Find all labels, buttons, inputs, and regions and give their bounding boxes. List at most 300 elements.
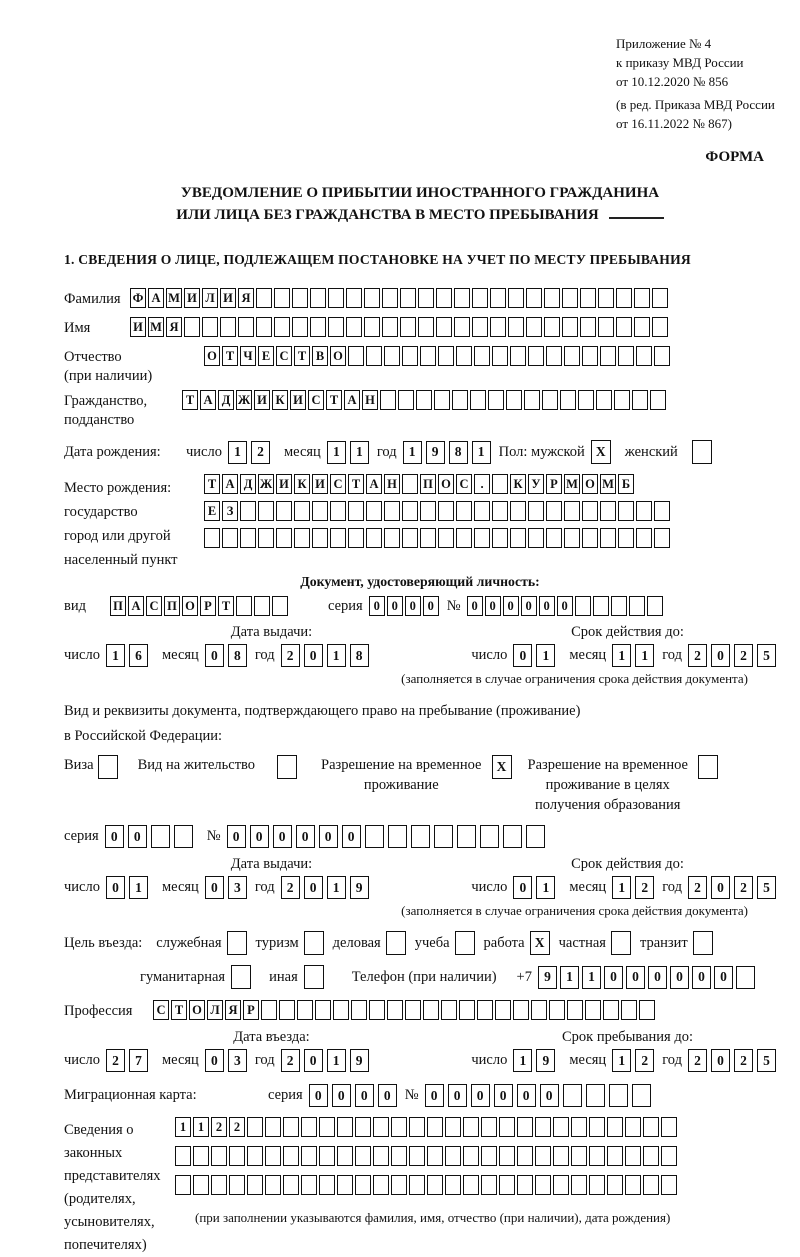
char-cell[interactable]: 2 [734, 1049, 753, 1072]
char-cell[interactable] [567, 1000, 583, 1020]
char-cell[interactable] [499, 1146, 515, 1166]
char-cell[interactable]: 1 [612, 876, 631, 899]
char-cell[interactable]: 0 [205, 876, 224, 899]
char-cell[interactable]: 9 [536, 1049, 555, 1072]
char-cell[interactable]: 9 [350, 876, 369, 899]
char-cell[interactable] [564, 528, 580, 548]
char-cell[interactable] [472, 288, 488, 308]
char-cell[interactable] [366, 528, 382, 548]
char-cell[interactable] [546, 528, 562, 548]
char-cell[interactable]: Л [202, 288, 218, 308]
char-cell[interactable] [582, 501, 598, 521]
char-cell[interactable]: 0 [711, 1049, 730, 1072]
char-cell[interactable]: 2 [281, 876, 300, 899]
char-cell[interactable] [481, 1117, 497, 1137]
char-cell[interactable]: С [456, 474, 472, 494]
char-cell[interactable] [474, 528, 490, 548]
purpose-transit-checkbox[interactable] [693, 931, 713, 955]
char-cell[interactable]: 0 [405, 596, 421, 616]
char-cell[interactable]: З [222, 501, 238, 521]
char-cell[interactable] [204, 528, 220, 548]
char-cell[interactable]: К [510, 474, 526, 494]
char-cell[interactable] [564, 501, 580, 521]
char-cell[interactable] [474, 346, 490, 366]
char-cell[interactable] [607, 1146, 623, 1166]
char-cell[interactable] [387, 1000, 403, 1020]
char-cell[interactable] [650, 390, 666, 410]
char-cell[interactable] [553, 1175, 569, 1195]
char-cell[interactable] [517, 1175, 533, 1195]
char-cell[interactable] [549, 1000, 565, 1020]
char-cell[interactable] [236, 596, 252, 616]
char-cell[interactable] [211, 1146, 227, 1166]
char-cell[interactable] [575, 596, 591, 616]
char-cell[interactable] [193, 1146, 209, 1166]
char-cell[interactable] [411, 825, 430, 848]
char-cell[interactable] [258, 501, 274, 521]
char-cell[interactable]: П [110, 596, 126, 616]
char-cell[interactable] [348, 501, 364, 521]
char-cell[interactable]: А [200, 390, 216, 410]
char-cell[interactable]: 0 [319, 825, 338, 848]
char-cell[interactable]: 5 [757, 644, 776, 667]
char-cell[interactable] [526, 825, 545, 848]
char-cell[interactable] [193, 1175, 209, 1195]
char-cell[interactable]: Ф [130, 288, 146, 308]
char-cell[interactable] [283, 1175, 299, 1195]
char-cell[interactable] [184, 317, 200, 337]
char-cell[interactable]: . [474, 474, 490, 494]
char-cell[interactable] [477, 1000, 493, 1020]
char-cell[interactable] [445, 1175, 461, 1195]
char-cell[interactable] [621, 1000, 637, 1020]
residence-permit-checkbox[interactable] [277, 755, 297, 779]
char-cell[interactable]: Я [166, 317, 182, 337]
char-cell[interactable] [563, 1084, 582, 1107]
char-cell[interactable] [654, 528, 670, 548]
char-cell[interactable]: Д [218, 390, 234, 410]
char-cell[interactable]: 2 [734, 644, 753, 667]
char-cell[interactable] [564, 346, 580, 366]
char-cell[interactable] [247, 1146, 263, 1166]
char-cell[interactable]: 0 [521, 596, 537, 616]
char-cell[interactable] [373, 1175, 389, 1195]
char-cell[interactable]: 1 [582, 966, 601, 989]
char-cell[interactable] [365, 825, 384, 848]
char-cell[interactable]: 0 [128, 825, 147, 848]
char-cell[interactable] [636, 346, 652, 366]
char-cell[interactable]: Я [225, 1000, 241, 1020]
char-cell[interactable]: Р [546, 474, 562, 494]
char-cell[interactable] [607, 1117, 623, 1137]
char-cell[interactable] [614, 390, 630, 410]
char-cell[interactable]: 2 [106, 1049, 125, 1072]
char-cell[interactable] [472, 317, 488, 337]
temp-residence-edu-checkbox[interactable] [698, 755, 718, 779]
char-cell[interactable] [337, 1146, 353, 1166]
char-cell[interactable]: 8 [228, 644, 247, 667]
char-cell[interactable] [256, 288, 272, 308]
char-cell[interactable] [423, 1000, 439, 1020]
char-cell[interactable]: 0 [205, 1049, 224, 1072]
char-cell[interactable]: 1 [536, 644, 555, 667]
char-cell[interactable]: 0 [648, 966, 667, 989]
char-cell[interactable] [454, 288, 470, 308]
char-cell[interactable]: Н [362, 390, 378, 410]
char-cell[interactable] [607, 1175, 623, 1195]
char-cell[interactable] [526, 288, 542, 308]
char-cell[interactable] [647, 596, 663, 616]
char-cell[interactable]: 0 [471, 1084, 490, 1107]
char-cell[interactable] [463, 1117, 479, 1137]
char-cell[interactable] [481, 1175, 497, 1195]
purpose-other-checkbox[interactable] [304, 965, 324, 989]
char-cell[interactable]: 2 [635, 876, 654, 899]
char-cell[interactable] [544, 317, 560, 337]
char-cell[interactable] [222, 528, 238, 548]
char-cell[interactable] [562, 288, 578, 308]
char-cell[interactable] [528, 346, 544, 366]
char-cell[interactable]: 1 [327, 441, 346, 464]
char-cell[interactable] [463, 1146, 479, 1166]
char-cell[interactable] [297, 1000, 313, 1020]
char-cell[interactable] [420, 528, 436, 548]
char-cell[interactable]: С [153, 1000, 169, 1020]
char-cell[interactable] [616, 317, 632, 337]
char-cell[interactable] [632, 390, 648, 410]
char-cell[interactable]: 2 [635, 1049, 654, 1072]
char-cell[interactable]: 0 [423, 596, 439, 616]
char-cell[interactable]: 1 [327, 1049, 346, 1072]
char-cell[interactable]: 0 [714, 966, 733, 989]
char-cell[interactable] [238, 317, 254, 337]
char-cell[interactable] [654, 501, 670, 521]
char-cell[interactable] [634, 288, 650, 308]
char-cell[interactable] [652, 288, 668, 308]
char-cell[interactable] [402, 346, 418, 366]
char-cell[interactable] [506, 390, 522, 410]
char-cell[interactable] [274, 288, 290, 308]
char-cell[interactable] [202, 317, 218, 337]
char-cell[interactable]: Р [243, 1000, 259, 1020]
char-cell[interactable] [546, 346, 562, 366]
char-cell[interactable] [348, 346, 364, 366]
char-cell[interactable] [616, 288, 632, 308]
char-cell[interactable]: 8 [449, 441, 468, 464]
char-cell[interactable]: 0 [355, 1084, 374, 1107]
char-cell[interactable]: 1 [350, 441, 369, 464]
char-cell[interactable]: С [308, 390, 324, 410]
char-cell[interactable] [636, 528, 652, 548]
char-cell[interactable] [328, 288, 344, 308]
char-cell[interactable]: 2 [688, 876, 707, 899]
char-cell[interactable] [454, 317, 470, 337]
char-cell[interactable]: 3 [228, 876, 247, 899]
char-cell[interactable]: Ж [258, 474, 274, 494]
char-cell[interactable] [301, 1175, 317, 1195]
char-cell[interactable] [585, 1000, 601, 1020]
char-cell[interactable] [580, 288, 596, 308]
char-cell[interactable] [436, 288, 452, 308]
char-cell[interactable]: А [222, 474, 238, 494]
char-cell[interactable] [490, 317, 506, 337]
char-cell[interactable] [499, 1117, 515, 1137]
char-cell[interactable] [661, 1146, 677, 1166]
char-cell[interactable]: 0 [670, 966, 689, 989]
char-cell[interactable] [301, 1117, 317, 1137]
char-cell[interactable] [492, 501, 508, 521]
char-cell[interactable] [247, 1117, 263, 1137]
char-cell[interactable] [492, 528, 508, 548]
char-cell[interactable] [553, 1146, 569, 1166]
char-cell[interactable] [279, 1000, 295, 1020]
char-cell[interactable]: О [204, 346, 220, 366]
char-cell[interactable]: 0 [711, 644, 730, 667]
char-cell[interactable]: 0 [106, 876, 125, 899]
char-cell[interactable]: 0 [448, 1084, 467, 1107]
char-cell[interactable] [441, 1000, 457, 1020]
char-cell[interactable]: 2 [281, 644, 300, 667]
char-cell[interactable] [589, 1175, 605, 1195]
char-cell[interactable] [409, 1146, 425, 1166]
char-cell[interactable] [174, 825, 193, 848]
char-cell[interactable] [542, 390, 558, 410]
char-cell[interactable]: Т [218, 596, 234, 616]
char-cell[interactable]: В [312, 346, 328, 366]
char-cell[interactable]: 1 [327, 876, 346, 899]
char-cell[interactable]: 1 [327, 644, 346, 667]
char-cell[interactable]: 0 [692, 966, 711, 989]
char-cell[interactable]: 5 [757, 1049, 776, 1072]
char-cell[interactable] [654, 346, 670, 366]
char-cell[interactable]: О [330, 346, 346, 366]
char-cell[interactable] [470, 390, 486, 410]
char-cell[interactable] [355, 1146, 371, 1166]
sex-female-checkbox[interactable] [692, 440, 712, 464]
char-cell[interactable] [312, 501, 328, 521]
char-cell[interactable] [661, 1175, 677, 1195]
char-cell[interactable] [391, 1117, 407, 1137]
char-cell[interactable] [582, 528, 598, 548]
char-cell[interactable]: М [564, 474, 580, 494]
char-cell[interactable]: 1 [106, 644, 125, 667]
char-cell[interactable] [391, 1146, 407, 1166]
char-cell[interactable]: Т [171, 1000, 187, 1020]
purpose-official-checkbox[interactable] [227, 931, 247, 955]
char-cell[interactable] [420, 346, 436, 366]
char-cell[interactable]: С [146, 596, 162, 616]
char-cell[interactable] [402, 474, 418, 494]
char-cell[interactable]: 2 [281, 1049, 300, 1072]
char-cell[interactable] [151, 825, 170, 848]
char-cell[interactable] [625, 1175, 641, 1195]
char-cell[interactable]: 0 [711, 876, 730, 899]
char-cell[interactable] [409, 1175, 425, 1195]
char-cell[interactable] [463, 1175, 479, 1195]
char-cell[interactable] [459, 1000, 475, 1020]
char-cell[interactable]: 0 [296, 825, 315, 848]
char-cell[interactable] [427, 1146, 443, 1166]
char-cell[interactable]: 0 [378, 1084, 397, 1107]
char-cell[interactable] [571, 1117, 587, 1137]
char-cell[interactable] [398, 390, 414, 410]
char-cell[interactable]: 0 [517, 1084, 536, 1107]
char-cell[interactable] [652, 317, 668, 337]
char-cell[interactable] [618, 528, 634, 548]
char-cell[interactable] [319, 1146, 335, 1166]
char-cell[interactable]: 5 [757, 876, 776, 899]
char-cell[interactable]: 0 [557, 596, 573, 616]
char-cell[interactable] [405, 1000, 421, 1020]
char-cell[interactable]: 0 [304, 876, 323, 899]
char-cell[interactable] [274, 317, 290, 337]
char-cell[interactable] [229, 1146, 245, 1166]
char-cell[interactable] [643, 1146, 659, 1166]
char-cell[interactable]: Я [238, 288, 254, 308]
char-cell[interactable] [582, 346, 598, 366]
char-cell[interactable] [452, 390, 468, 410]
char-cell[interactable] [369, 1000, 385, 1020]
char-cell[interactable] [418, 288, 434, 308]
char-cell[interactable] [618, 501, 634, 521]
char-cell[interactable] [229, 1175, 245, 1195]
char-cell[interactable] [736, 966, 755, 989]
char-cell[interactable] [434, 825, 453, 848]
char-cell[interactable] [571, 1175, 587, 1195]
temp-residence-checkbox[interactable]: X [492, 755, 512, 779]
char-cell[interactable]: 0 [494, 1084, 513, 1107]
char-cell[interactable] [632, 1084, 651, 1107]
char-cell[interactable] [524, 390, 540, 410]
char-cell[interactable]: А [148, 288, 164, 308]
char-cell[interactable] [346, 317, 362, 337]
char-cell[interactable]: 0 [273, 825, 292, 848]
char-cell[interactable] [528, 501, 544, 521]
char-cell[interactable]: 9 [426, 441, 445, 464]
char-cell[interactable] [416, 390, 432, 410]
char-cell[interactable]: 2 [734, 876, 753, 899]
char-cell[interactable] [348, 528, 364, 548]
char-cell[interactable]: Т [182, 390, 198, 410]
char-cell[interactable] [629, 596, 645, 616]
char-cell[interactable] [292, 288, 308, 308]
char-cell[interactable] [438, 346, 454, 366]
char-cell[interactable] [571, 1146, 587, 1166]
char-cell[interactable] [355, 1117, 371, 1137]
char-cell[interactable] [400, 317, 416, 337]
char-cell[interactable]: 3 [228, 1049, 247, 1072]
char-cell[interactable]: О [182, 596, 198, 616]
char-cell[interactable] [609, 1084, 628, 1107]
char-cell[interactable]: Л [207, 1000, 223, 1020]
char-cell[interactable]: 1 [612, 644, 631, 667]
char-cell[interactable] [384, 346, 400, 366]
char-cell[interactable] [240, 528, 256, 548]
char-cell[interactable]: Р [200, 596, 216, 616]
char-cell[interactable] [438, 528, 454, 548]
char-cell[interactable] [310, 317, 326, 337]
char-cell[interactable] [364, 288, 380, 308]
char-cell[interactable]: 0 [485, 596, 501, 616]
char-cell[interactable] [457, 825, 476, 848]
char-cell[interactable]: 1 [175, 1117, 191, 1137]
char-cell[interactable]: 0 [105, 825, 124, 848]
purpose-work-checkbox[interactable]: X [530, 931, 550, 955]
char-cell[interactable]: 0 [304, 1049, 323, 1072]
char-cell[interactable] [480, 825, 499, 848]
char-cell[interactable]: 0 [425, 1084, 444, 1107]
char-cell[interactable] [488, 390, 504, 410]
char-cell[interactable]: 1 [129, 876, 148, 899]
char-cell[interactable] [427, 1175, 443, 1195]
char-cell[interactable]: М [600, 474, 616, 494]
char-cell[interactable] [175, 1175, 191, 1195]
char-cell[interactable]: И [130, 317, 146, 337]
purpose-private-checkbox[interactable] [611, 931, 631, 955]
char-cell[interactable]: Т [294, 346, 310, 366]
char-cell[interactable] [589, 1146, 605, 1166]
sex-male-checkbox[interactable]: X [591, 440, 611, 464]
char-cell[interactable] [528, 528, 544, 548]
char-cell[interactable]: 0 [540, 1084, 559, 1107]
char-cell[interactable]: С [330, 474, 346, 494]
char-cell[interactable] [254, 596, 270, 616]
char-cell[interactable] [456, 346, 472, 366]
char-cell[interactable] [328, 317, 344, 337]
char-cell[interactable] [586, 1084, 605, 1107]
char-cell[interactable]: 1 [513, 1049, 532, 1072]
char-cell[interactable]: К [294, 474, 310, 494]
char-cell[interactable] [434, 390, 450, 410]
char-cell[interactable] [508, 288, 524, 308]
char-cell[interactable] [346, 288, 362, 308]
char-cell[interactable]: 2 [688, 644, 707, 667]
char-cell[interactable] [400, 288, 416, 308]
char-cell[interactable] [535, 1146, 551, 1166]
char-cell[interactable] [247, 1175, 263, 1195]
char-cell[interactable]: 1 [536, 876, 555, 899]
char-cell[interactable] [351, 1000, 367, 1020]
char-cell[interactable] [265, 1146, 281, 1166]
char-cell[interactable]: Т [348, 474, 364, 494]
char-cell[interactable]: Т [326, 390, 342, 410]
char-cell[interactable] [427, 1117, 443, 1137]
char-cell[interactable] [492, 474, 508, 494]
char-cell[interactable]: 0 [227, 825, 246, 848]
char-cell[interactable]: 2 [688, 1049, 707, 1072]
char-cell[interactable] [495, 1000, 511, 1020]
char-cell[interactable] [364, 317, 380, 337]
char-cell[interactable] [276, 528, 292, 548]
char-cell[interactable]: 0 [513, 644, 532, 667]
char-cell[interactable] [661, 1117, 677, 1137]
char-cell[interactable] [355, 1175, 371, 1195]
char-cell[interactable] [603, 1000, 619, 1020]
char-cell[interactable] [330, 501, 346, 521]
char-cell[interactable]: И [290, 390, 306, 410]
char-cell[interactable]: Ж [236, 390, 252, 410]
char-cell[interactable] [382, 288, 398, 308]
char-cell[interactable] [337, 1175, 353, 1195]
char-cell[interactable]: 2 [229, 1117, 245, 1137]
char-cell[interactable] [294, 501, 310, 521]
char-cell[interactable]: 0 [503, 596, 519, 616]
char-cell[interactable]: 0 [250, 825, 269, 848]
char-cell[interactable]: И [184, 288, 200, 308]
char-cell[interactable] [402, 528, 418, 548]
char-cell[interactable] [600, 501, 616, 521]
char-cell[interactable]: 0 [309, 1084, 328, 1107]
